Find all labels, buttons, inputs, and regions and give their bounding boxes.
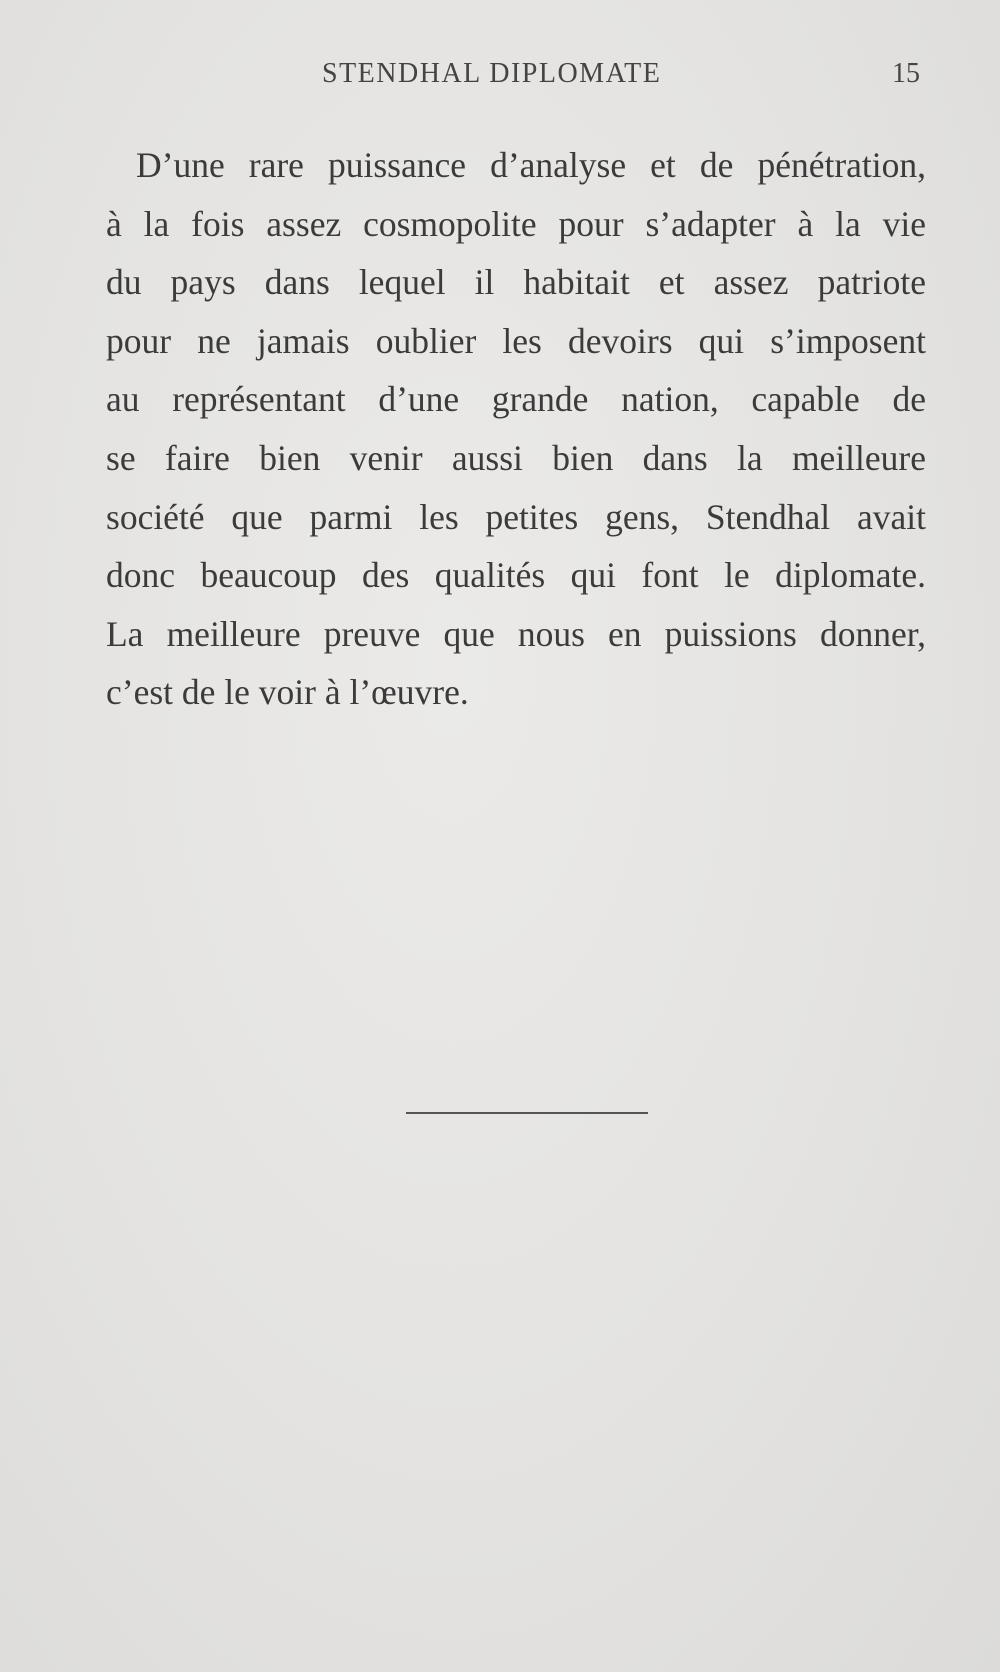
running-head (0, 58, 1000, 98)
text-line: pour ne jamais oublier les devoirs qui s’imposent (106, 320, 926, 361)
paragraph (106, 136, 926, 722)
section-end-rule (406, 1112, 648, 1114)
text-line: à la fois assez cosmopolite pour s’adapter à la vie (106, 203, 926, 244)
text-line: La meilleure preuve que nous en puissions donner, (106, 613, 926, 654)
text-line: du pays dans lequel il habitait et assez patriote (106, 262, 926, 303)
text-line: D’une rare puissance d’analyse et de pénétration, (136, 145, 926, 185)
text-line: c’est de le voir à l’œuvre. (106, 672, 469, 713)
running-title: STENDHAL DIPLOMATE (322, 58, 662, 89)
text-line: au représentant d’une grande nation, capable de (106, 379, 926, 420)
text-line: se faire bien venir aussi bien dans la meilleure (106, 437, 926, 478)
page-number: 15 (892, 58, 920, 89)
text-line: donc beaucoup des qualités qui font le diplomate. (106, 555, 926, 596)
text-line: société que parmi les petites gens, Stendhal avait (106, 496, 926, 537)
